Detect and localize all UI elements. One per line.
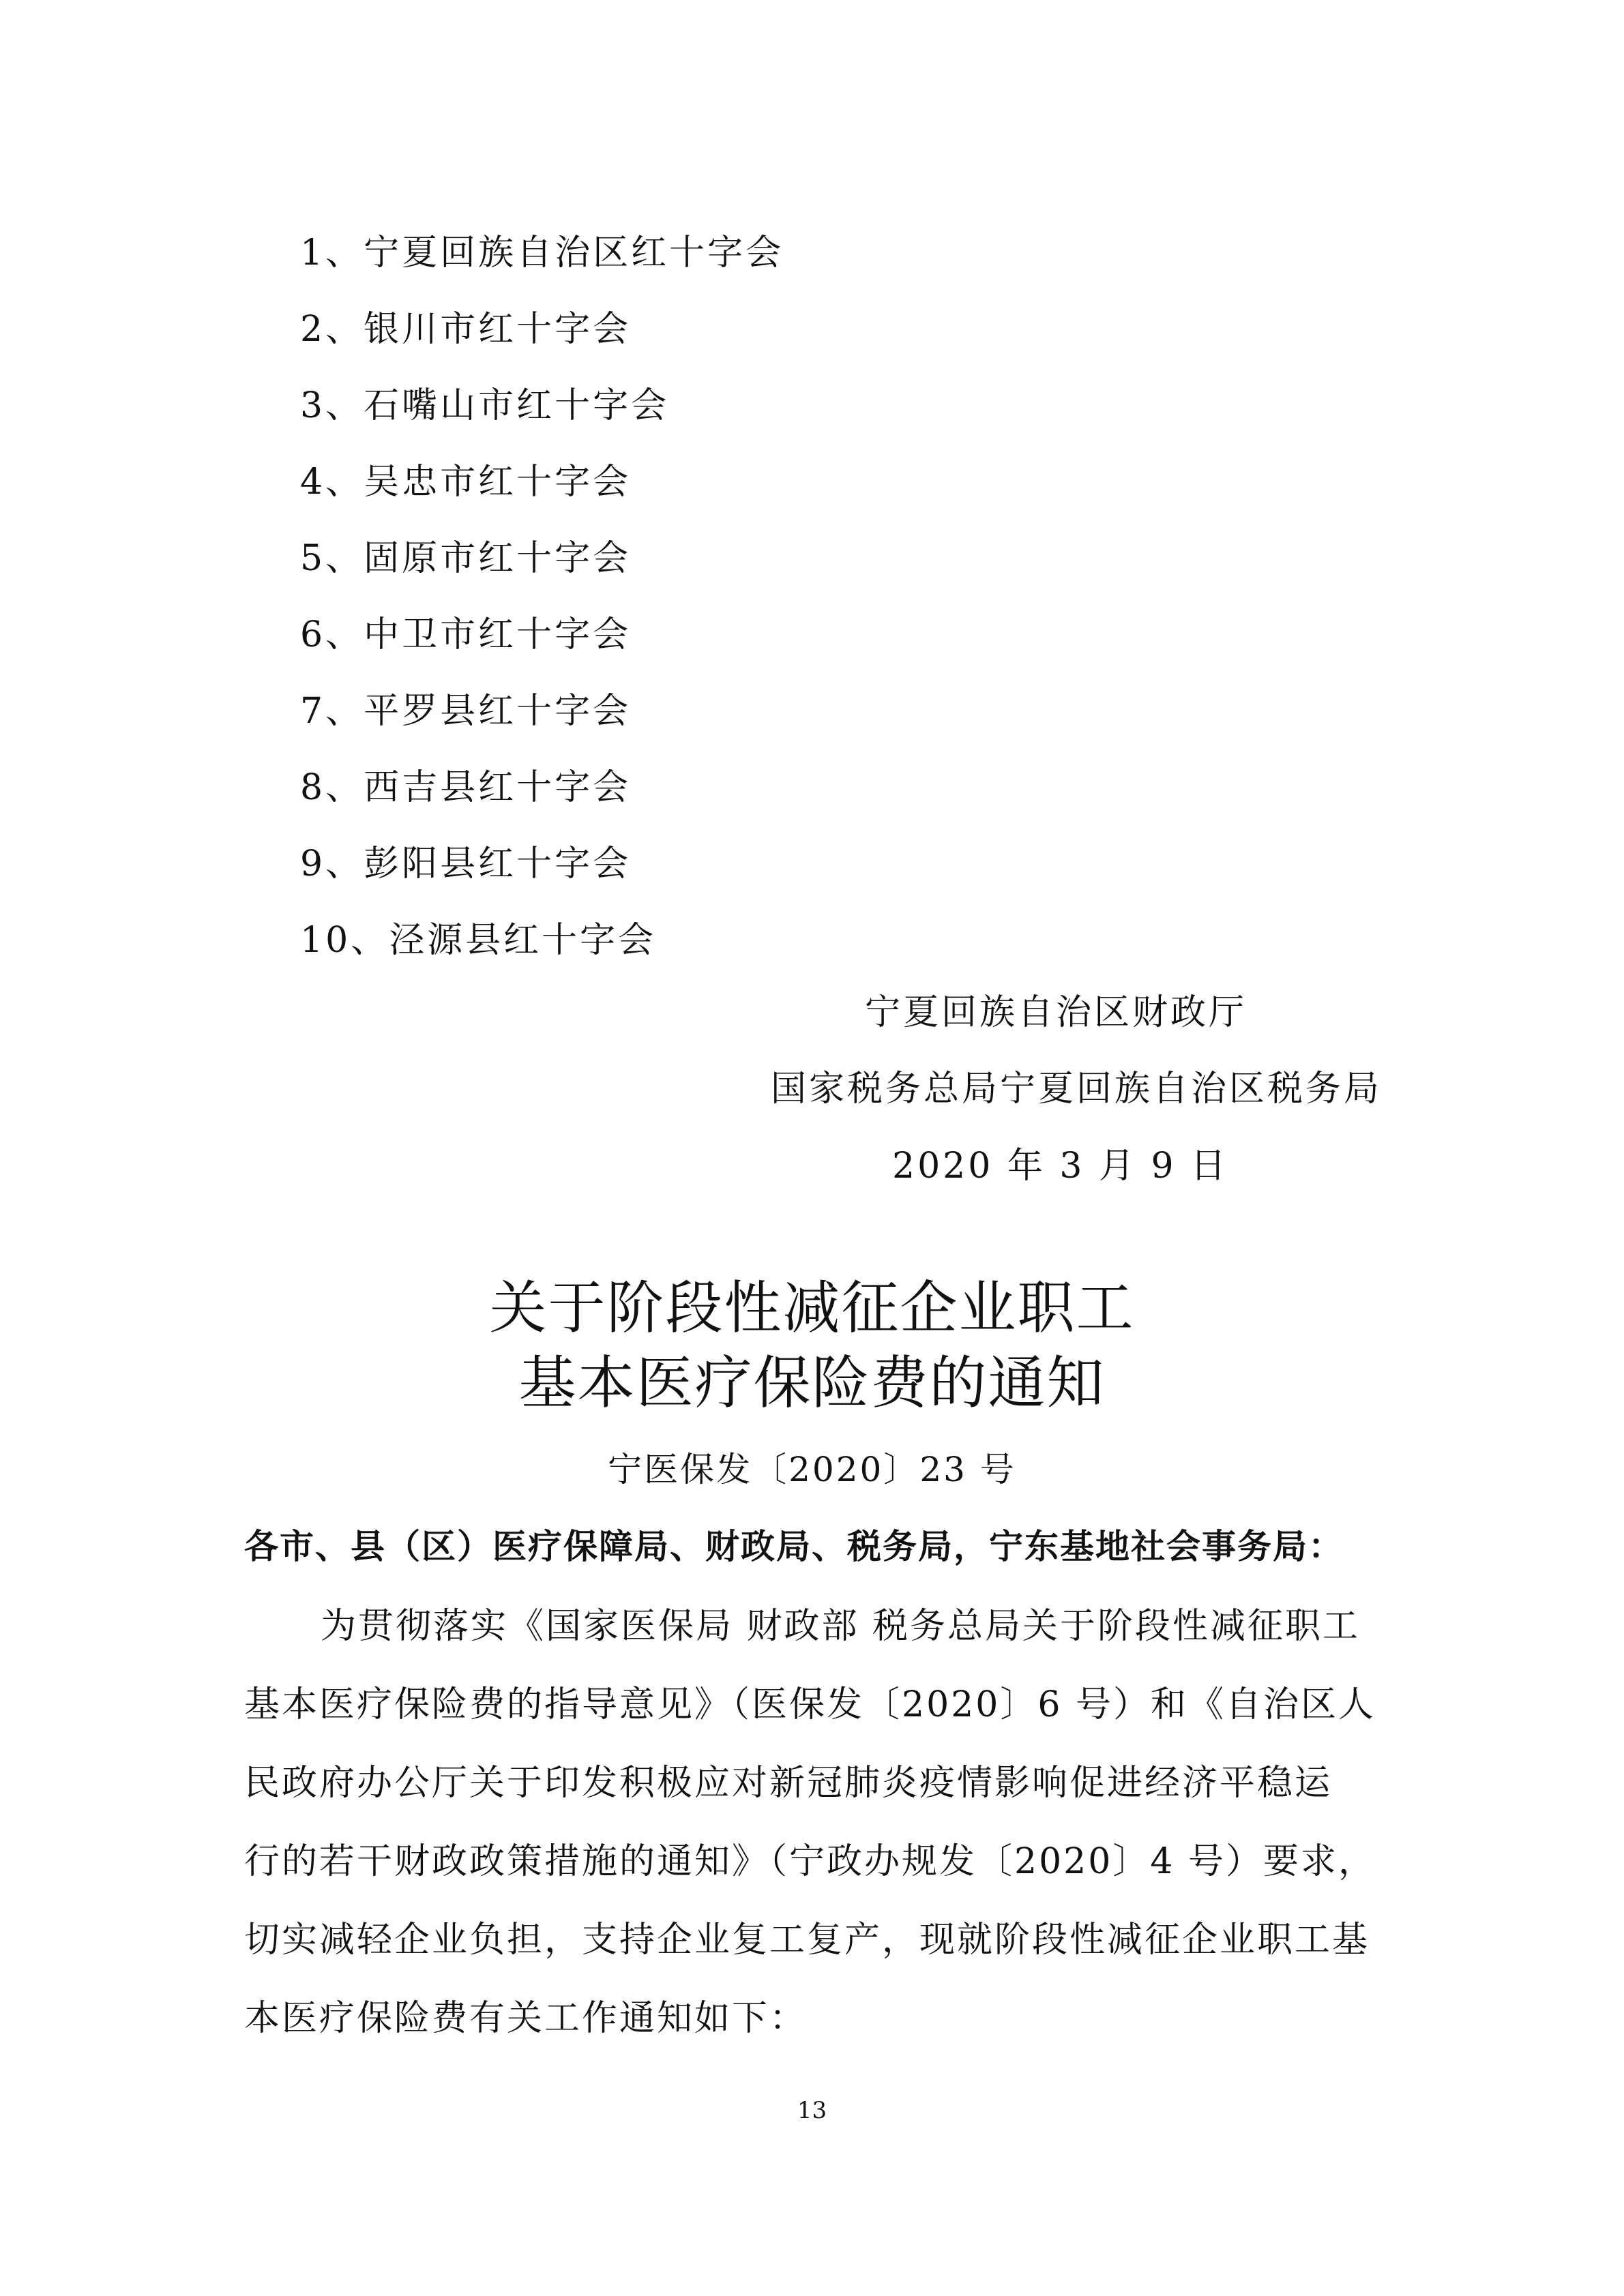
body-paragraph-line: 为贯彻落实《国家医保局 财政部 税务总局关于阶段性减征职工 xyxy=(321,1606,1361,1647)
list-item: 3、石嘴山市红十字会 xyxy=(300,385,670,426)
list-item: 2、银川市红十字会 xyxy=(300,309,632,350)
addressee: 各市、县（区）医疗保障局、财政局、税务局，宁东基地社会事务局： xyxy=(244,1527,1344,1566)
recipient-list xyxy=(300,215,784,979)
body-paragraph-line: 基本医疗保险费的指导意见》（医保发〔2020〕6 号）和《自治区人 xyxy=(244,1684,1376,1725)
body-paragraph-line: 民政府办公厅关于印发积极应对新冠肺炎疫情影响促进经济平稳运 xyxy=(244,1763,1333,1804)
list-item: 6、中卫市红十字会 xyxy=(300,614,632,655)
signature-org-tax: 国家税务总局宁夏回族自治区税务局 xyxy=(771,1069,1383,1109)
body-paragraph-line: 行的若干财政政策措施的通知》（宁政办规发〔2020〕4 号）要求， xyxy=(244,1841,1376,1882)
notice-title-line-2: 基本医疗保险费的通知 xyxy=(518,1350,1106,1416)
list-item: 1、宁夏回族自治区红十字会 xyxy=(300,233,784,273)
list-item: 7、平罗县红十字会 xyxy=(300,691,632,732)
page-number: 13 xyxy=(797,2097,827,2124)
list-item: 9、彭阳县红十字会 xyxy=(300,844,632,884)
list-item: 5、固原市红十字会 xyxy=(300,538,632,579)
list-item: 10、泾源县红十字会 xyxy=(300,920,657,961)
list-item: 8、西吉县红十字会 xyxy=(300,767,632,808)
notice-title-line-1: 关于阶段性减征企业职工 xyxy=(489,1274,1135,1341)
signature-org-finance: 宁夏回族自治区财政厅 xyxy=(865,992,1247,1033)
list-item: 4、吴忠市红十字会 xyxy=(300,462,632,503)
document-number: 宁医保发〔2020〕23 号 xyxy=(608,1450,1016,1489)
body-paragraph-line: 本医疗保险费有关工作通知如下： xyxy=(244,1998,808,2039)
signature-date: 2020 年 3 月 9 日 xyxy=(892,1146,1229,1187)
body-paragraph-line: 切实减轻企业负担，支持企业复工复产，现就阶段性减征企业职工基 xyxy=(244,1920,1370,1960)
